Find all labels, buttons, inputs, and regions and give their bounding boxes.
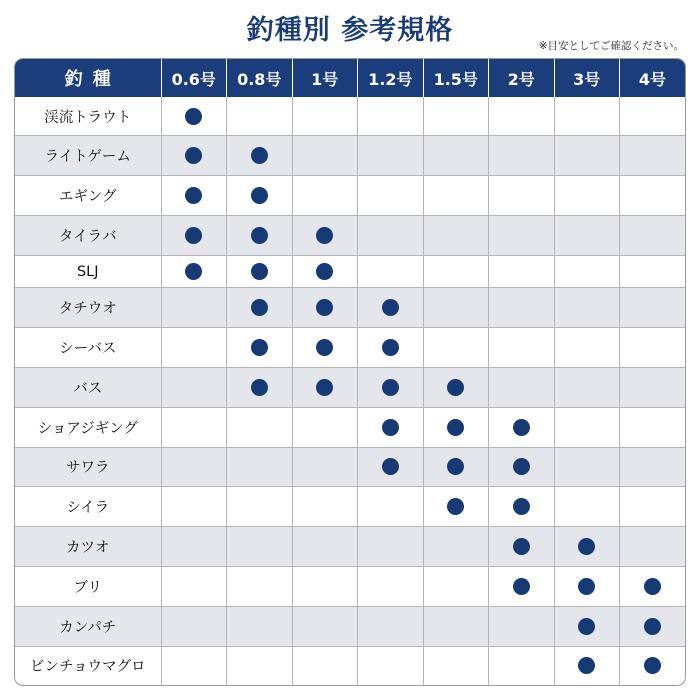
size-cell: [423, 646, 489, 685]
recommended-dot-icon: [513, 458, 530, 475]
size-cell: [554, 606, 620, 646]
recommended-dot-icon: [382, 299, 399, 316]
size-cell: [292, 255, 358, 288]
page-title: 釣種別 参考規格: [246, 15, 454, 46]
recommended-dot-icon: [251, 147, 268, 164]
size-cell: [358, 447, 424, 487]
size-cell: [620, 566, 686, 606]
size-cell: [161, 527, 227, 567]
size-cell: [620, 407, 686, 447]
size-cell: [489, 176, 555, 216]
size-cell: [292, 367, 358, 407]
size-cell: [489, 136, 555, 176]
size-column-header: 0.6号: [161, 59, 227, 97]
size-column-header: 0.8号: [227, 59, 293, 97]
size-column-header: 1号: [292, 59, 358, 97]
species-cell: ショアジギング: [15, 407, 161, 447]
table-row: [15, 215, 685, 255]
size-cell: [292, 566, 358, 606]
recommended-dot-icon: [251, 263, 268, 280]
guidance-note: ※目安としてご確認ください。: [538, 40, 684, 52]
species-column-header: 釣種: [15, 59, 161, 97]
size-cell: [358, 646, 424, 685]
size-column-header: 1.5号: [423, 59, 489, 97]
size-cell: [423, 367, 489, 407]
size-cell: [620, 646, 686, 685]
size-cell: [489, 215, 555, 255]
recommended-dot-icon: [251, 299, 268, 316]
size-cell: [358, 606, 424, 646]
table-row: [15, 328, 685, 368]
size-cell: [227, 367, 293, 407]
recommended-dot-icon: [382, 458, 399, 475]
size-column-header: 1.2号: [358, 59, 424, 97]
size-cell: [489, 606, 555, 646]
size-cell: [423, 447, 489, 487]
size-cell: [161, 407, 227, 447]
recommended-dot-icon: [513, 419, 530, 436]
size-cell: [620, 447, 686, 487]
size-cell: [620, 176, 686, 216]
size-cell: [554, 487, 620, 527]
size-cell: [554, 288, 620, 328]
recommended-dot-icon: [578, 618, 595, 635]
recommended-dot-icon: [251, 339, 268, 356]
size-cell: [423, 487, 489, 527]
size-cell: [489, 407, 555, 447]
table-row: [15, 487, 685, 527]
size-cell: [554, 407, 620, 447]
size-cell: [292, 328, 358, 368]
recommended-dot-icon: [513, 498, 530, 515]
recommended-dot-icon: [316, 263, 333, 280]
species-cell: 渓流トラウト: [15, 97, 161, 136]
species-cell: ライトゲーム: [15, 136, 161, 176]
species-cell: サワラ: [15, 447, 161, 487]
recommended-dot-icon: [447, 379, 464, 396]
size-cell: [489, 288, 555, 328]
size-cell: [358, 367, 424, 407]
size-cell: [423, 136, 489, 176]
size-cell: [620, 367, 686, 407]
size-cell: [161, 215, 227, 255]
recommended-dot-icon: [382, 339, 399, 356]
recommended-dot-icon: [644, 657, 661, 674]
size-cell: [423, 215, 489, 255]
size-cell: [292, 646, 358, 685]
size-cell: [620, 215, 686, 255]
species-cell: エギング: [15, 176, 161, 216]
recommended-dot-icon: [316, 339, 333, 356]
recommended-dot-icon: [578, 538, 595, 555]
table-row: [15, 255, 685, 288]
size-cell: [358, 328, 424, 368]
recommended-dot-icon: [185, 187, 202, 204]
table-body: [15, 97, 685, 685]
size-cell: [620, 288, 686, 328]
size-cell: [161, 606, 227, 646]
recommended-dot-icon: [513, 578, 530, 595]
size-cell: [554, 646, 620, 685]
size-cell: [292, 527, 358, 567]
size-cell: [227, 407, 293, 447]
recommended-dot-icon: [644, 578, 661, 595]
size-cell: [423, 255, 489, 288]
recommended-dot-icon: [382, 379, 399, 396]
size-cell: [489, 328, 555, 368]
species-cell: シイラ: [15, 487, 161, 527]
size-cell: [292, 136, 358, 176]
size-cell: [554, 215, 620, 255]
size-cell: [489, 566, 555, 606]
recommended-dot-icon: [185, 227, 202, 244]
species-cell: SLJ: [15, 255, 161, 288]
size-cell: [292, 288, 358, 328]
size-cell: [161, 136, 227, 176]
recommended-dot-icon: [251, 187, 268, 204]
table-row: [15, 136, 685, 176]
size-cell: [227, 527, 293, 567]
recommended-dot-icon: [251, 227, 268, 244]
size-cell: [161, 255, 227, 288]
size-cell: [423, 97, 489, 136]
size-cell: [227, 136, 293, 176]
species-cell: カツオ: [15, 527, 161, 567]
size-cell: [358, 487, 424, 527]
size-cell: [620, 255, 686, 288]
size-cell: [554, 566, 620, 606]
size-cell: [489, 487, 555, 527]
table-row: [15, 97, 685, 136]
table-row: [15, 367, 685, 407]
species-cell: カンパチ: [15, 606, 161, 646]
size-cell: [161, 328, 227, 368]
size-cell: [227, 255, 293, 288]
size-cell: [292, 447, 358, 487]
size-cell: [161, 447, 227, 487]
table-row: [15, 407, 685, 447]
size-cell: [227, 288, 293, 328]
table-row: [15, 566, 685, 606]
recommended-dot-icon: [578, 657, 595, 674]
recommended-dot-icon: [185, 108, 202, 125]
table-row: [15, 288, 685, 328]
recommended-dot-icon: [513, 538, 530, 555]
recommended-dot-icon: [447, 419, 464, 436]
size-cell: [227, 176, 293, 216]
size-cell: [423, 328, 489, 368]
table-row: [15, 447, 685, 487]
size-cell: [227, 487, 293, 527]
size-cell: [554, 328, 620, 368]
spec-table-container: [14, 58, 686, 686]
header-row: [15, 59, 685, 97]
size-cell: [227, 447, 293, 487]
size-cell: [489, 255, 555, 288]
size-cell: [161, 97, 227, 136]
size-cell: [423, 566, 489, 606]
size-cell: [620, 606, 686, 646]
size-cell: [554, 97, 620, 136]
size-cell: [161, 288, 227, 328]
size-cell: [292, 487, 358, 527]
size-cell: [554, 136, 620, 176]
size-cell: [292, 176, 358, 216]
size-cell: [554, 447, 620, 487]
recommended-dot-icon: [578, 578, 595, 595]
size-cell: [489, 527, 555, 567]
size-cell: [620, 527, 686, 567]
recommended-dot-icon: [447, 458, 464, 475]
recommended-dot-icon: [251, 379, 268, 396]
size-cell: [620, 136, 686, 176]
size-cell: [358, 136, 424, 176]
size-cell: [620, 97, 686, 136]
recommended-dot-icon: [185, 263, 202, 280]
size-cell: [358, 215, 424, 255]
species-cell: シーバス: [15, 328, 161, 368]
size-cell: [227, 97, 293, 136]
size-cell: [358, 176, 424, 216]
size-cell: [227, 328, 293, 368]
size-cell: [161, 566, 227, 606]
size-cell: [489, 367, 555, 407]
size-cell: [227, 215, 293, 255]
table-row: [15, 176, 685, 216]
recommended-dot-icon: [644, 618, 661, 635]
species-cell: ブリ: [15, 566, 161, 606]
recommended-dot-icon: [382, 419, 399, 436]
size-cell: [489, 646, 555, 685]
size-column-header: 4号: [620, 59, 686, 97]
size-cell: [423, 176, 489, 216]
size-cell: [161, 487, 227, 527]
table-row: [15, 527, 685, 567]
size-cell: [292, 407, 358, 447]
size-cell: [554, 176, 620, 216]
size-cell: [161, 367, 227, 407]
size-cell: [358, 527, 424, 567]
recommended-dot-icon: [316, 299, 333, 316]
species-cell: ビンチョウマグロ: [15, 646, 161, 685]
size-cell: [358, 407, 424, 447]
size-cell: [489, 447, 555, 487]
size-cell: [358, 97, 424, 136]
size-cell: [423, 527, 489, 567]
size-cell: [292, 215, 358, 255]
species-cell: バス: [15, 367, 161, 407]
size-cell: [489, 97, 555, 136]
recommended-dot-icon: [185, 147, 202, 164]
size-cell: [161, 646, 227, 685]
table-row: [15, 606, 685, 646]
table-row: [15, 646, 685, 685]
recommended-dot-icon: [447, 498, 464, 515]
species-cell: タイラバ: [15, 215, 161, 255]
spec-table: [15, 59, 685, 685]
recommended-dot-icon: [316, 227, 333, 244]
species-cell: タチウオ: [15, 288, 161, 328]
size-cell: [292, 606, 358, 646]
size-cell: [358, 288, 424, 328]
size-cell: [227, 606, 293, 646]
size-cell: [358, 255, 424, 288]
size-column-header: 3号: [554, 59, 620, 97]
size-cell: [554, 255, 620, 288]
recommended-dot-icon: [316, 379, 333, 396]
size-cell: [620, 328, 686, 368]
size-cell: [554, 367, 620, 407]
size-cell: [423, 288, 489, 328]
size-cell: [620, 487, 686, 527]
size-cell: [292, 97, 358, 136]
size-cell: [227, 646, 293, 685]
size-cell: [423, 606, 489, 646]
size-cell: [554, 527, 620, 567]
size-column-header: 2号: [489, 59, 555, 97]
size-cell: [161, 176, 227, 216]
size-cell: [358, 566, 424, 606]
size-cell: [423, 407, 489, 447]
size-cell: [227, 566, 293, 606]
